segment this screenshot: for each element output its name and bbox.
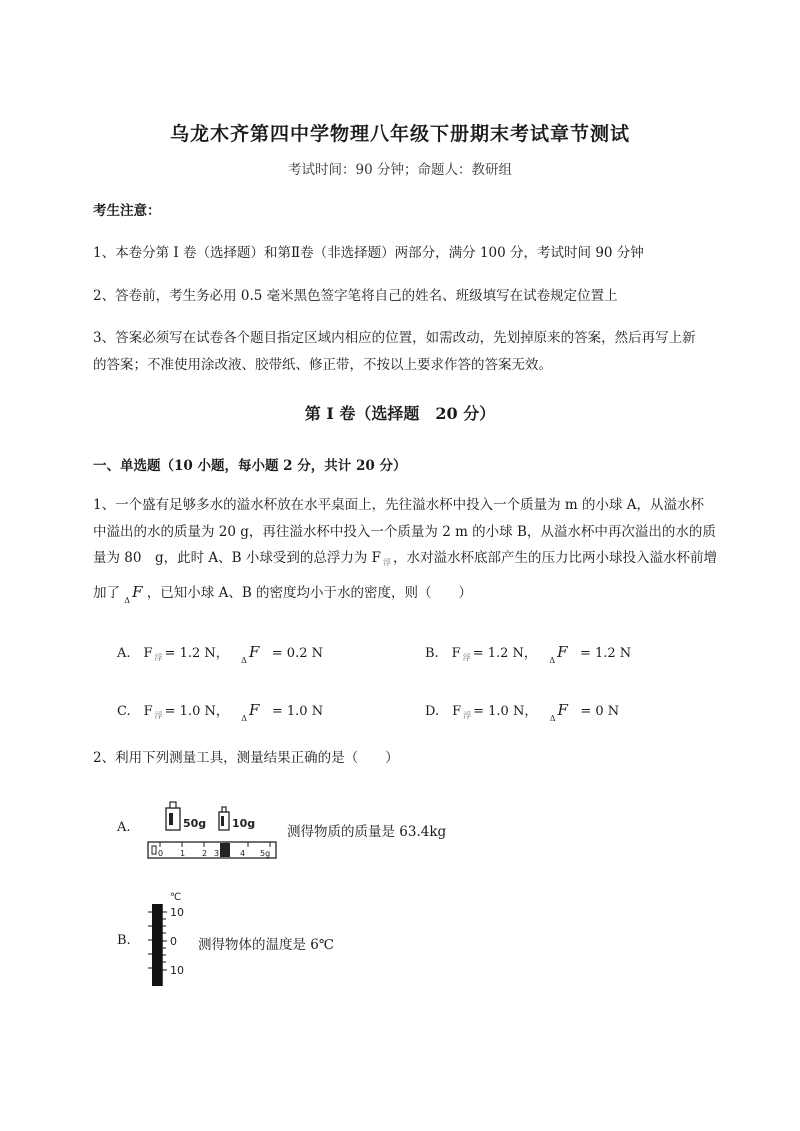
option-c-prefix: C. F — [117, 704, 153, 719]
q1-line-3 — [93, 546, 718, 575]
q1-line-3-text-b: ，水对溢水杯底部产生的压力比两小球投入溢水杯前增 — [393, 550, 718, 566]
scale-tick-0: 0 — [158, 849, 164, 858]
thermometer-figure — [140, 888, 192, 988]
q1-option-a[interactable] — [117, 642, 323, 665]
q1-line-4-text-a: 加了 — [93, 585, 120, 601]
thermometer-unit: ℃ — [170, 892, 182, 903]
weight-50g — [166, 802, 206, 830]
balance-figure — [146, 800, 280, 862]
q1-line-4-text-b: ，已知小球 A、B 的密度均小于水的密度，则（ ） — [146, 585, 473, 601]
weight-50g-label: 50g — [183, 817, 207, 830]
option-a-prefix: A. F — [117, 646, 153, 661]
part-heading: 一、单选题（10 小题，每小题 2 分，共计 20 分） — [93, 458, 407, 474]
buoyancy-subscript: 浮 — [383, 558, 392, 567]
option-c-sub: 浮 — [154, 711, 163, 720]
option-a-F: F — [248, 643, 260, 661]
option-a-value: = 0.2 N — [271, 646, 323, 661]
q2-option-b-text: 测得物体的温度是 6℃ — [198, 937, 334, 953]
q1-line-2: 中溢出的水的质量为 20 g，再往溢水杯中投入一个质量为 2 m 的小球 B，从溢水杯中再次溢出的水的质 — [93, 524, 716, 540]
option-b-value: = 1.2 N — [579, 646, 632, 661]
option-c-value: = 1.0 N — [271, 704, 324, 719]
option-b-prefix: B. F — [425, 646, 461, 661]
thermometer-tick-top: 10 — [170, 906, 184, 919]
delta-symbol: Δ — [124, 596, 131, 605]
thermometer-tick-mid: 0 — [170, 935, 177, 948]
scale-tick-4: 4 — [240, 849, 246, 858]
option-d-delta: Δ — [549, 714, 556, 723]
exam-subtitle: 考试时间：90 分钟；命题人：教研组 — [288, 162, 512, 178]
option-d-mid: = 1.0 N， — [473, 704, 538, 719]
option-c-delta: Δ — [241, 714, 248, 723]
option-b-delta: Δ — [549, 656, 556, 665]
option-b-sub: 浮 — [462, 653, 471, 662]
notice-item-3-line-2: 的答案；不准使用涂改液、胶带纸、修正带，不按以上要求作答的答案无效。 — [93, 357, 552, 373]
option-d-prefix: D. F — [425, 704, 462, 719]
q2-option-a-text: 测得物质的质量是 63.4kg — [287, 824, 447, 840]
q1-line-3-text-a: 量为 80 g，此时 A、B 小球受到的总浮力为 F — [93, 550, 382, 566]
option-a-mid: = 1.2 N， — [164, 646, 229, 661]
q1-line-4 — [93, 580, 713, 613]
scale-rider — [220, 843, 230, 857]
option-d-F: F — [557, 701, 568, 719]
notice-item-3-line-1: 3、答案必须写在试卷各个题目指定区域内相应的位置，如需改动，先划掉原来的答案，然后再写上新 — [93, 330, 696, 346]
scale-tick-1: 1 — [180, 849, 186, 858]
option-d-value: = 0 N — [580, 704, 620, 719]
option-c-F: F — [249, 701, 260, 719]
notice-item-1: 1、本卷分第 I 卷（选择题）和第Ⅱ卷（非选择题）两部分，满分 100 分，考试时间 90 分钟 — [93, 245, 644, 261]
exam-title: 乌龙木齐第四中学物理八年级下册期末考试章节测试 — [169, 123, 630, 145]
q1-option-b[interactable] — [425, 642, 631, 665]
thermometer-tick-bottom: 10 — [170, 964, 184, 977]
scale-tick-3: 3 — [214, 849, 220, 858]
force-symbol: F — [132, 583, 143, 601]
weight-10g-label: 10g — [232, 817, 256, 830]
q2-stem: 2、利用下列测量工具，测量结果正确的是（ ） — [93, 750, 399, 766]
option-a-sub: 浮 — [154, 653, 163, 662]
scale-tick-2: 2 — [202, 849, 208, 858]
q1-option-c[interactable] — [117, 700, 323, 723]
notice-item-2: 2、答卷前，考生务必用 0.5 毫米黑色签字笔将自己的姓名、班级填写在试卷规定位置上 — [93, 288, 618, 304]
notice-heading: 考生注意： — [93, 203, 161, 219]
thermometer-column — [152, 904, 162, 986]
scale-bar — [148, 842, 276, 858]
q2-option-a-label[interactable]: A. — [117, 820, 131, 835]
q1-option-d[interactable] — [425, 700, 619, 723]
weight-10g — [219, 807, 255, 830]
q2-option-b-label[interactable]: B. — [117, 933, 131, 948]
option-c-mid: = 1.0 N， — [164, 704, 229, 719]
scale-tick-5: 5g — [260, 849, 271, 858]
option-a-delta: Δ — [241, 656, 247, 665]
section-title: 第 I 卷（选择题 20 分） — [304, 404, 496, 423]
option-b-F: F — [557, 643, 568, 661]
option-d-sub: 浮 — [463, 711, 472, 720]
option-b-mid: = 1.2 N， — [472, 646, 537, 661]
q1-line-1: 1、一个盛有足够多水的溢水杯放在水平桌面上，先往溢水杯中投入一个质量为 m 的小球 A，从溢水杯 — [93, 497, 705, 513]
